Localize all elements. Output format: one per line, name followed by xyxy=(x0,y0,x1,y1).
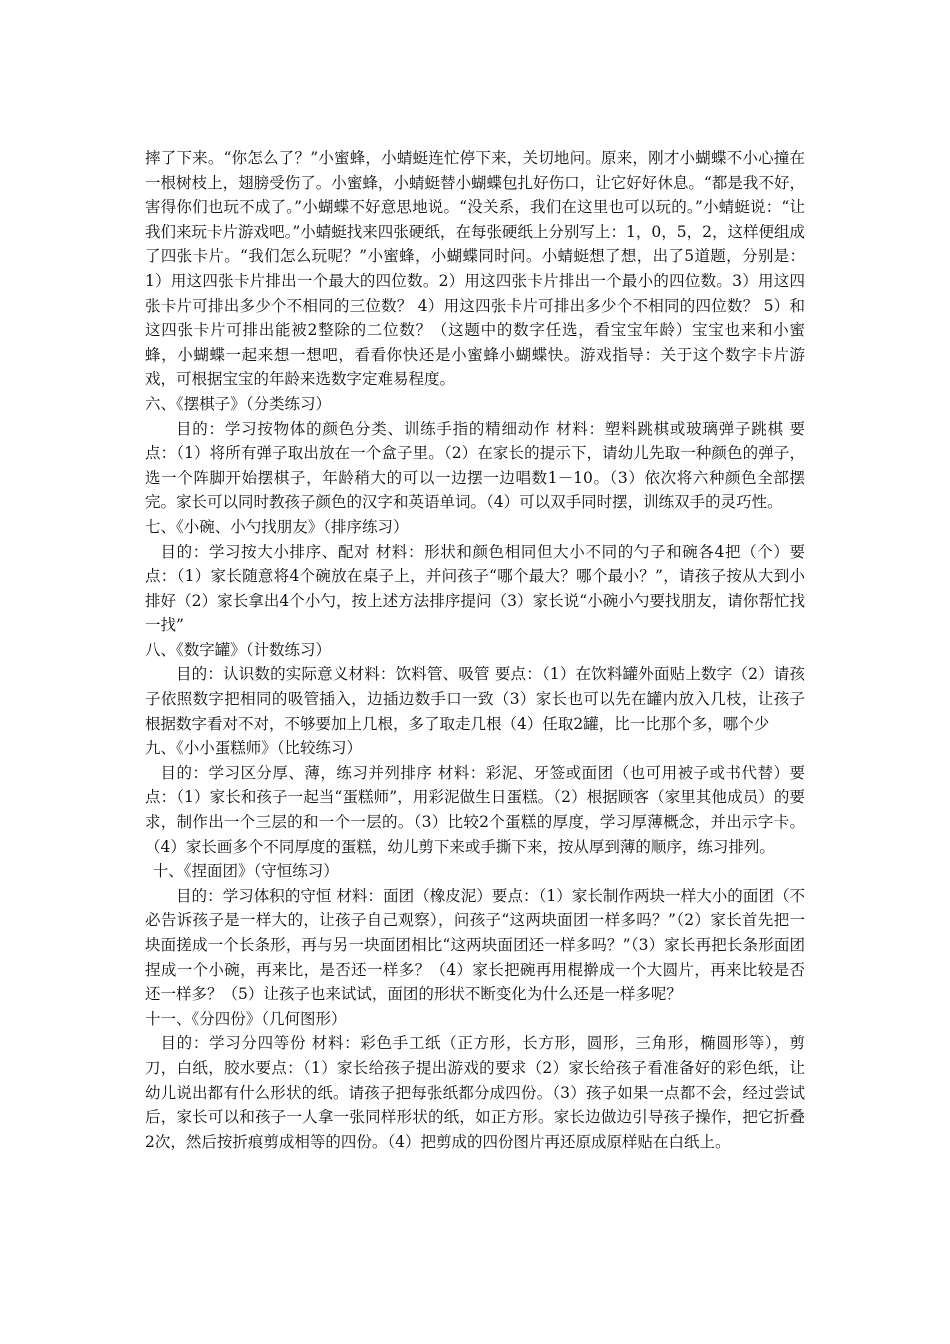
section-heading-6: 六、《摆棋子》（分类练习） xyxy=(145,394,332,413)
section-body-10: 目的：学习体积的守恒 材料：面团（橡皮泥）要点：（1）家长制作两块一样大小的面团（不必告诉孩子是一样大的，让孩子自己观察），问孩子“这两块面团一样多吗？”（2）家长首先把一块面搓成一个长条形，再与另一块面团相比“这两块面团还一样多吗？”（3）家长再把长条形面团捏成一个小碗，再来比，是否还一样多？（4）家长把碗再用棍擀成一个大圆片，再来比较是否还一样多？（5）让孩子也来试试，面团的形状不断变化为什么还是一样多呢？ xyxy=(145,886,805,1004)
section-body-8: 目的：认识数的实际意义材料：饮料管、吸管 要点：（1）在饮料罐外面贴上数字（2）请孩子依照数字把相同的吸管插入，边插边数手口一致（3）家长也可以先在罐内放入几枝，让孩子根据数字看对不对，不够要加上几根，多了取走几根（4）任取2罐，比一比那个多，哪个少 xyxy=(145,665,805,733)
section-body-7: 目的：学习按大小排序、配对 材料：形状和颜色相同但大小不同的勺子和碗各4把（个）要点：（1）家长随意将4个碗放在桌子上，并问孩子“哪个最大？哪个最小？”，请孩子按从大到小排好（2）家长拿出4个小勺，按上述方法排序提问（3）家长说“小碗小勺要找朋友，请你帮忙找一找” xyxy=(145,542,805,635)
section-body-9: 目的：学习区分厚、薄，练习并列排序 材料：彩泥、牙签或面团（也可用被子或书代替）要点：（1）家长和孩子一起当“蛋糕师”，用彩泥做生日蛋糕。（2）根据顾客（家里其他成员）的要求，制作出一个三层的和一个一层的。（3）比较2个蛋糕的厚度，学习厚薄概念，并出示字卡。（4）家长画多个不同厚度的蛋糕，幼儿剪下来或手撕下来，按从厚到薄的顺序，练习排列。 xyxy=(145,763,805,856)
document-body xyxy=(145,146,805,1154)
story-paragraph: 摔了下来。“你怎么了？”小蜜蜂，小蜻蜓连忙停下来，关切地问。原来，刚才小蝴蝶不小心撞在一根树枝上，翅膀受伤了。小蜜蜂，小蜻蜓替小蝴蝶包扎好伤口，让它好好休息。“都是我不好，害得你们也玩不成了。”小蝴蝶不好意思地说。“没关系，我们在这里也可以玩的。”小蜻蜓说：“让我们来玩卡片游戏吧。”小蜻蜓找来四张硬纸，在每张硬纸上分别写上：1，0，5，2，这样便组成了四张卡片。“我们怎么玩呢？”小蜜蜂，小蝴蝶同时问。小蜻蜓想了想，出了5道题，分别是：1）用这四张卡片排出一个最大的四位数。2）用这四张卡片排出一个最小的四位数。3）用这四张卡片可排出多少个不相同的三位数？ 4）用这四张卡片可排出多少个不相同的四位数？ 5）和这四张卡片可排出能被2整除的二位数？（这题中的数字任选，看宝宝年龄）宝宝也来和小蜜蜂，小蝴蝶一起来想一想吧，看看你快还是小蜜蜂小蝴蝶快。游戏指导：关于这个数字卡片游戏，可根据宝宝的年龄来选数字定难易程度。 xyxy=(145,149,805,389)
section-body-6: 目的：学习按物体的颜色分类、训练手指的精细动作 材料：塑料跳棋或玻璃弹子跳棋 要点：（1）将所有弹子取出放在一个盒子里。（2）在家长的提示下，请幼儿先取一种颜色的弹子，选一个阵脚开始摆棋子，年龄稍大的可以一边摆一边唱数1－10。（3）依次将六种颜色全部摆完。家长可以同时教孩子颜色的汉字和英语单词。（4）可以双手同时摆，训练双手的灵巧性。 xyxy=(145,419,805,512)
section-heading-8: 八、《数字罐》（计数练习） xyxy=(145,640,332,659)
section-body-11: 目的：学习分四等份 材料：彩色手工纸（正方形，长方形，圆形，三角形，椭圆形等），剪刀，白纸，胶水要点：（1）家长给孩子提出游戏的要求（2）家长给孩子看准备好的彩色纸，让幼儿说出都有什么形状的纸。请孩子把每张纸都分成四份。（3）孩子如果一点都不会，经过尝试后，家长可以和孩子一人拿一张同样形状的纸，如正方形。家长边做边引导孩子操作，把它折叠2次，然后按折痕剪成相等的四份。（4）把剪成的四份图片再还原成原样贴在白纸上。 xyxy=(145,1034,805,1151)
section-heading-9: 九、《小小蛋糕师》（比较练习） xyxy=(145,739,363,758)
section-heading-7: 七、《小碗、小勺找朋友》（排序练习） xyxy=(145,517,409,536)
section-heading-10: 十、《捏面团》（守恒练习） xyxy=(152,862,339,881)
section-heading-11: 十一、《分四份》（几何图形） xyxy=(145,1009,347,1028)
